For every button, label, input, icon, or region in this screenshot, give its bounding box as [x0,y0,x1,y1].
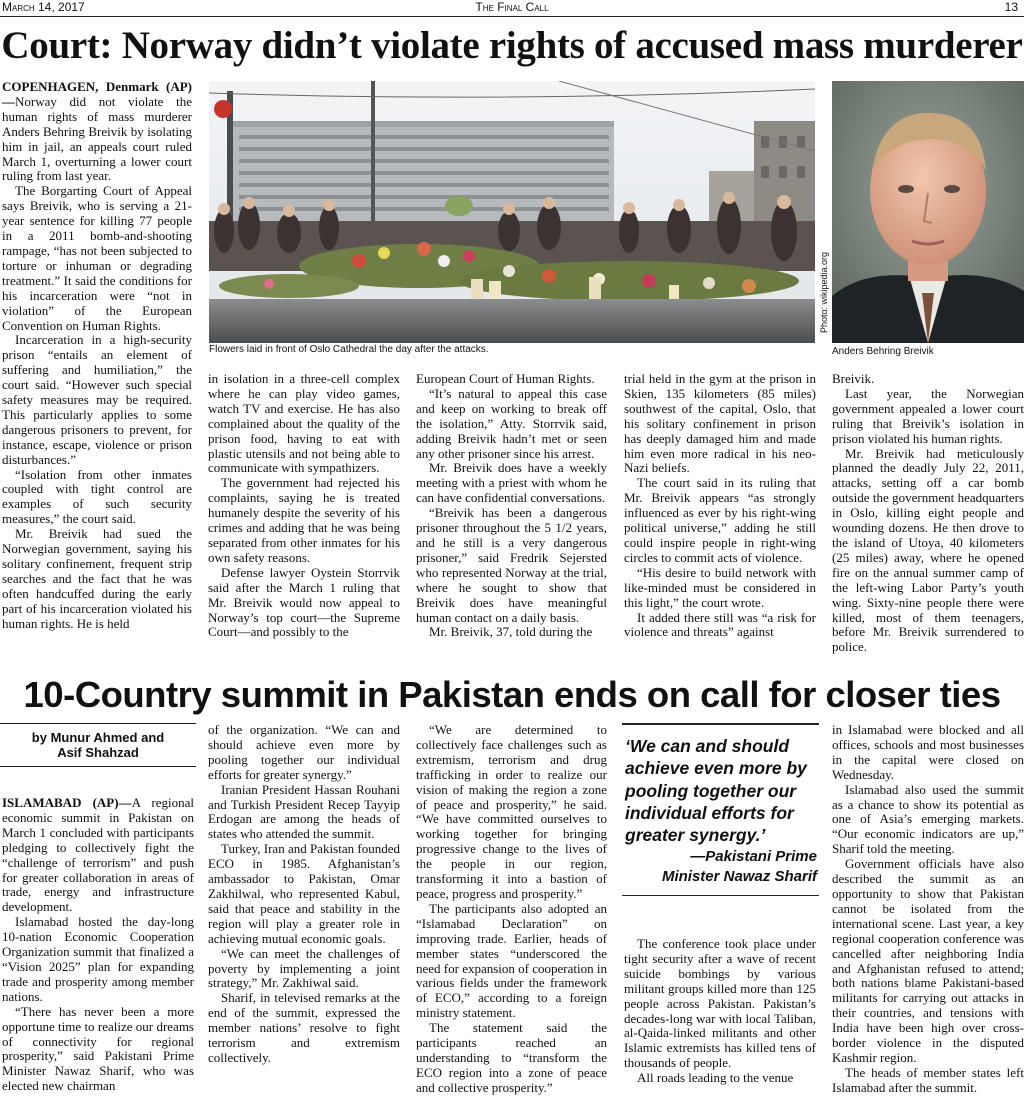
issue-date: March 14, 2017 [2,0,85,14]
article1-column-5 [832,372,1024,667]
article2-paragraph: Islamabad hosted the day-long 10-nation Economic Cooperation Organization summit that finalized a “Vision 2025” plan for expanding trade and prosperity among member nations. [2,914,194,1004]
article1-paragraph: The court said in its ruling that Mr. Breivik appears “as strongly influenced as ever by his right-wing political universe,” adding he still could inspire people in right-wing circles to commit acts of violence. [624,475,816,565]
portrait-illustration [832,81,1024,343]
article1-paragraph: Incarceration in a high-security prison “entails an element of suffering and humiliation,” the court said. “However such special safety measures may be required. This particularly applies to some dangerous prisoners to prevent, for instance, escape, violence or prison disturbances.” [2,332,192,467]
pull-quote [622,723,819,896]
photo2-caption: Anders Behring Breivik [832,346,934,357]
page-header [0,0,1024,17]
article1-paragraph: Defense lawyer Oystein Storrvik said after the March 1 ruling that Mr. Breivik would now appeal to Norway’s top court—the Supreme Court—and possibly to the [208,564,400,640]
article1-paragraph: trial held in the gym at the prison in Skien, 135 kilometers (85 miles) southwest of the capital, Oslo, that his solitary confinement in prison has deeply damaged him and made him even more radical in his neo-Nazi beliefs. [624,372,816,476]
page-number: 13 [1004,0,1018,14]
article1-paragraph: The government had rejected his complaints, saying he is treated humanely despite the severity of his crimes and adding that he was being separated from other inmates for his own safety reasons. [208,475,400,565]
article1-column-4 [624,372,816,667]
article1-paragraph: Mr. Breivik does have a weekly meeting with a priest with whom he can have confidential conversations. [416,460,607,506]
article2-paragraph: “There has never been a more opportune time to realize our dreams of connectivity for regional prosperity,” said Pakistani Prime Minister Nawaz Sharif, who was elected new chairman [2,1003,194,1094]
article2-byline: by Munur Ahmed and Asif Shahzad [0,723,196,767]
article1-column-2 [208,372,400,667]
article2-paragraph: Sharif, in televised remarks at the end of the summit, expressed the member nations’ resolve to fight terrorism and extremism collectively. [208,990,400,1065]
article2-paragraph: The conference took place under tight security after a wave of recent suicide bombings by various militant groups killed more than 125 people across Pakistan. Pakistan’s decades-long war with local Taliban, al-Qaida-linked militants and other Islamic extremists has killed tens of thousands of people. [624,937,816,1071]
article2-dateline: ISLAMABAD (AP)— [2,796,132,810]
article2-paragraph: in Islamabad were blocked and all offices, schools and most businesses in the capital were closed on Wednesday. [832,723,1024,782]
publication-name: The Final Call [475,0,549,14]
article2-headline: 10-Country summit in Pakistan ends on call for closer ties [23,674,1001,715]
article1-paragraph: Breivik. [832,372,875,386]
oslo-cathedral-photo [209,81,815,343]
article2-paragraph: Islamabad also used the summit as a chance to show its potential as one of Asia’s emerging markets. “Our economic indicators are up,” Sharif told the meeting. [832,781,1024,857]
article1-paragraph: It added there still was “a risk for violence and threats” against [624,609,816,640]
article2-paragraph: ISLAMABAD (AP)—A regional economic summit in Pakistan on March 1 concluded with participants pledging to collectively fight the “challenge of terrorism” and push for greater collaboration in areas of trade, energy and infrastructure development. [2,796,194,915]
article2-paragraph: The participants also adopted an “Islamabad Declaration” on improving trade. Earlier, heads of member states “underscored the need for expansion of cooperation in various fields under the framework of ECO,” according to a foreign ministry statement. [416,900,607,1021]
article1-column-1 [2,80,192,667]
article1-paragraph: Mr. Breivik had meticulously planned the deadly July 22, 2011, attacks, setting off a car bomb outside the government headquarters in Oslo, killing eight people and wounding dozens. He then drove to the island of Utoya, 40 kilometers (25 miles) away, where he opened fire on the annual summer camp of the left-wing Labor Party’s youth wing. Sixty-nine people there were killed, most of them teenagers, before Mr. Breivik surrendered to police. [832,445,1024,655]
article2-column-4 [624,937,816,1108]
article1-paragraph: The Borgarting Court of Appeal says Breivik, who is serving a 21-year sentence for killing 77 people in a 2011 bomb-and-shooting rampage, “has not been subjected to torture or inhuman or degrading treatment.” It said the conditions for his incarceration were “not in violation” of the European Convention on Human Rights. [2,183,192,333]
article2-paragraph: Turkey, Iran and Pakistan founded ECO in 1985. Afghanistan’s ambassador to Pakistan, Omar Zakhilwal, who represented Kabul, said that peace and stability in the region will play a greater role in achieving mutual economic goals. [208,841,400,946]
article1-paragraph: “His desire to build network with like-minded must be considered in this light,” the court wrote. [624,564,816,610]
article2-paragraph: The heads of member states left Islamabad after the summit. [832,1064,1024,1095]
article1-column-3 [416,372,607,667]
article2-paragraph: of the organization. “We can and should achieve even more by pooling together our individual efforts for greater synergy.” [208,723,400,782]
breivik-portrait-photo [832,81,1024,343]
article2-column-5 [832,723,1024,1108]
article1-dateline: COPENHAGEN, Denmark (AP)— [2,80,192,109]
oslo-cathedral-illustration [209,81,815,343]
article1-paragraph: “Breivik has been a dangerous prisoner throughout the 5 1/2 years, and he still is a very dangerous prisoner,” said Fredrik Sejersted who represented Norway at the trial, where he sought to show that Breivik does have meaningful human contact on a daily basis. [416,505,607,625]
article1-paragraph: COPENHAGEN, Denmark (AP)—Norway did not violate the human rights of mass murderer Anders Behring Breivik by isolating him in jail, an appeals court ruled March 1, overturning a lower court ruling from last year. [2,80,192,184]
article2-column-3 [416,723,607,1108]
article2-paragraph: Government officials have also described the summit as an opportunity to show that Pakistan cannot be isolated from the international scene. Last year, a key regional cooperation conference was cancelled after neighboring India and Afghanistan refused to attend; both nations blame Pakistani-based militants for carrying out attacks in their countries, and tensions with India have been high over cross-border violence in the disputed Kashmir region. [832,856,1024,1065]
photo1-caption: Flowers laid in front of Oslo Cathedral the day after the attacks. [209,344,489,355]
article2-paragraph: All roads leading to the venue [637,1070,794,1086]
article1-paragraph: “Isolation from other inmates coupled with tight control are examples of such security measures,” the court said. [2,466,192,527]
pull-quote-attribution: —Pakistani Prime Minister Nawaz Sharif [661,848,817,886]
article1-headline: Court: Norway didn’t violate rights of accused mass murderer [1,24,1023,67]
photo-credit: Photo: wikipedia.org [819,251,829,333]
article2-paragraph: Iranian President Hassan Rouhani and Turkish President Recep Tayyip Erdogan are among the heads of states who attended the summit. [208,781,400,842]
article1-paragraph: Mr. Breivik, 37, told during the [429,624,593,640]
article2-column-1 [2,796,194,1108]
article1-paragraph: in isolation in a three-cell complex where he can play video games, watch TV and exercise. He has also complained about the quality of the prison food, having to eat with plastic utensils and not being able to communicate with sympathizers. [208,372,400,476]
article2-column-2 [208,723,400,1108]
article2-paragraph: “We are determined to collectively face challenges such as extremism, terrorism and drug trafficking in order to realize our vision of making the region a zone of peace and prosperity,” he said. “We have committed ourselves to working together for bringing progressive change to the lives of the people in our region, transforming it into a bastion of peace, progress and prosperity.” [416,723,607,901]
article1-paragraph: European Court of Human Rights. [416,372,595,386]
article2-paragraph: “We can meet the challenges of poverty by implementing a joint strategy,” Mr. Zakhiwal said. [208,945,400,991]
article1-paragraph: “It’s natural to appeal this case and keep on working to break off the isolation,” Atty. Storrvik said, adding Breivik hadn’t met or seen any other prisoner since his arrest. [416,385,607,461]
article1-paragraph: Mr. Breivik had sued the Norwegian government, saying his solitary confinement, frequent strip searches and the fact that he was often handcuffed during the early part of his incarceration violated his human rights. He is held [2,526,192,631]
pull-quote-text: ‘We can and should achieve even more by pooling together our individual efforts for greater synergy.’ [625,736,807,846]
article1-paragraph: Last year, the Norwegian government appealed a lower court ruling that Breivik’s isolation in prison violated his human rights. [832,385,1024,446]
article2-paragraph: The statement said the participants reached an understanding to “transform the ECO region into a zone of peace and collective prosperity.” [416,1020,607,1095]
